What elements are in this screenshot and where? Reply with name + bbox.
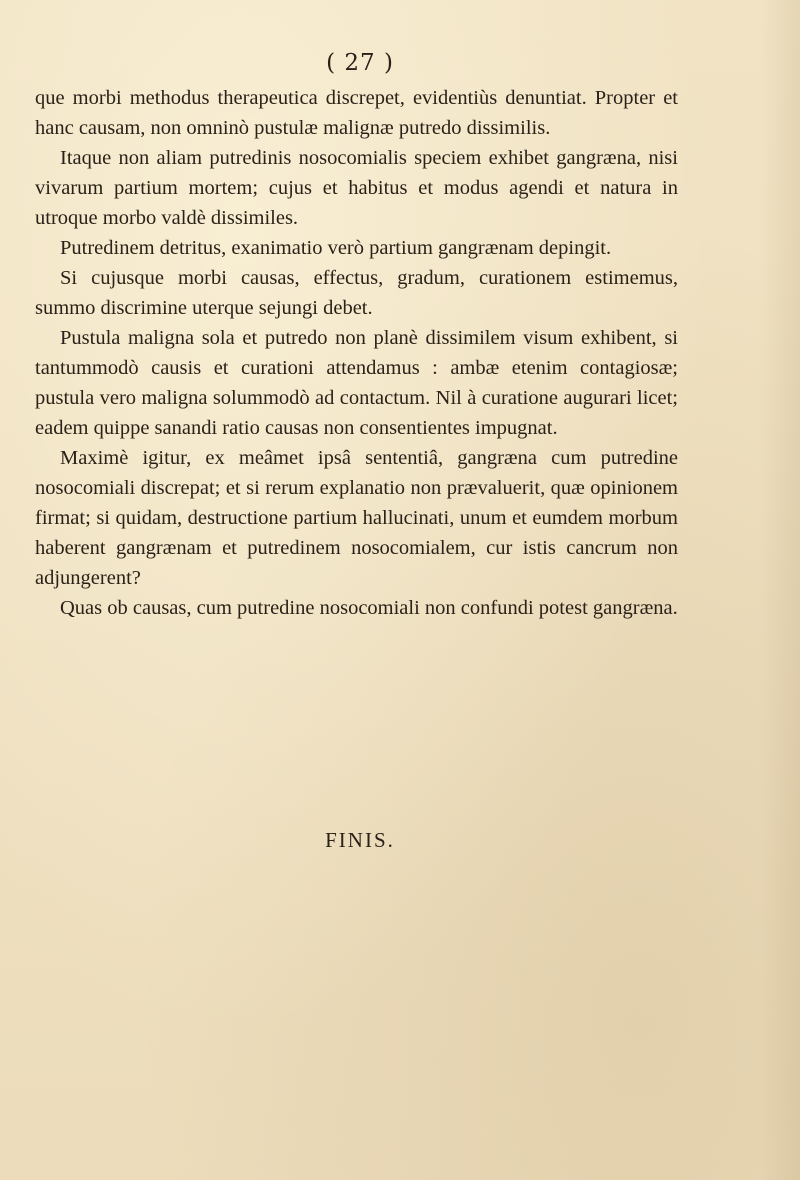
paragraph: Quas ob causas, cum putredine nosocomiali non confundi potest gangræna. — [60, 597, 678, 619]
page-number: ( 27 ) — [326, 50, 394, 76]
show-through-imprint — [0, 930, 720, 1023]
paragraph: Si cujusque morbi causas, effectus, gradum, curationem estimemus, summo discrimine uterque sejungi debet. — [35, 267, 678, 319]
paragraph: Itaque non aliam putredinis nosocomialis speciem exhibet gangræna, nisi vivarum partium mortem; cujus et habitus et modus agendi et natura in utroque morbo valdè dissimiles. — [35, 147, 678, 229]
paragraph: Putredinem detritus, exanimatio verò partium gangrænam depingit. — [60, 237, 612, 259]
paragraph: que morbi methodus therapeutica discrepet, evidentiùs denuntiat. Propter et hanc causam, non omninò pustulæ malignæ putredo dissimilis. — [35, 87, 678, 139]
paragraph: Pustula maligna sola et putredo non planè dissimilem visum exhibent, si tantummodò causis et curationi attendamus : ambæ etenim contagiosæ; pustula vero maligna solummodò ad contactum. Nil à curatione augurari licet; eadem quippe sanandi ratio causas non consentientes impugnat. — [35, 327, 678, 439]
finis-heading: FINIS. — [325, 828, 395, 852]
body-text — [35, 83, 678, 623]
paragraph: Maximè igitur, ex meâmet ipsâ sententiâ, gangræna cum putredine nosocomiali discrepat; et si rerum explanatio non prævaluerit, quæ opinionem firmat; si quidam, destructione partium hallucinati, unum et eumdem morbum haberent gangrænam et putredinem nosocomialem, cur istis cancrum non adjungerent? — [35, 447, 678, 589]
page-edge-shadow — [760, 0, 800, 1180]
